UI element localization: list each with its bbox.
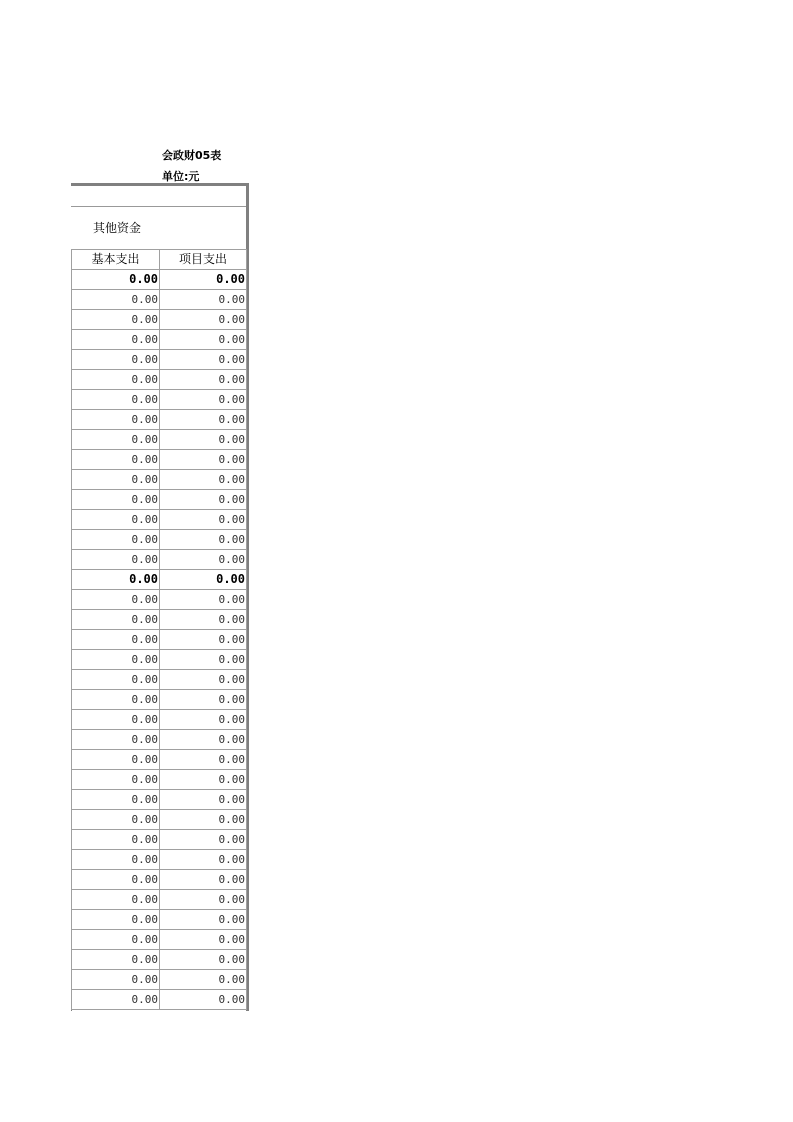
cell-basic-expenditure[interactable]: 0.00 bbox=[72, 890, 160, 910]
cell-project-expenditure[interactable]: 0.00 bbox=[160, 330, 247, 350]
cell-project-expenditure[interactable]: 0.00 bbox=[160, 750, 247, 770]
cell-basic-expenditure[interactable]: 0.00 bbox=[72, 270, 160, 290]
report-sheet bbox=[71, 183, 249, 1011]
table-row bbox=[72, 650, 247, 670]
cell-basic-expenditure[interactable]: 0.00 bbox=[72, 790, 160, 810]
column-header-project: 项目支出 bbox=[160, 250, 247, 270]
cell-project-expenditure[interactable]: 0.00 bbox=[160, 410, 247, 430]
table-row bbox=[72, 450, 247, 470]
cell-basic-expenditure[interactable]: 0.00 bbox=[72, 290, 160, 310]
cell-basic-expenditure[interactable]: 0.00 bbox=[72, 330, 160, 350]
cell-basic-expenditure[interactable]: 0.00 bbox=[72, 630, 160, 650]
table-row bbox=[72, 630, 247, 650]
table-body bbox=[72, 270, 247, 1010]
cell-project-expenditure[interactable]: 0.00 bbox=[160, 670, 247, 690]
table-row bbox=[72, 710, 247, 730]
table-row bbox=[72, 490, 247, 510]
cell-basic-expenditure[interactable]: 0.00 bbox=[72, 450, 160, 470]
cell-project-expenditure[interactable]: 0.00 bbox=[160, 990, 247, 1010]
cell-project-expenditure[interactable]: 0.00 bbox=[160, 310, 247, 330]
cell-project-expenditure[interactable]: 0.00 bbox=[160, 910, 247, 930]
table-row bbox=[72, 890, 247, 910]
cell-basic-expenditure[interactable]: 0.00 bbox=[72, 410, 160, 430]
cell-project-expenditure[interactable]: 0.00 bbox=[160, 530, 247, 550]
table-row bbox=[72, 750, 247, 770]
table-row bbox=[72, 810, 247, 830]
table-row bbox=[72, 550, 247, 570]
cell-basic-expenditure[interactable]: 0.00 bbox=[72, 650, 160, 670]
cell-basic-expenditure[interactable]: 0.00 bbox=[72, 930, 160, 950]
cell-project-expenditure[interactable]: 0.00 bbox=[160, 770, 247, 790]
header-divider bbox=[71, 206, 246, 207]
cell-project-expenditure[interactable]: 0.00 bbox=[160, 570, 247, 590]
cell-project-expenditure[interactable]: 0.00 bbox=[160, 350, 247, 370]
table-row bbox=[72, 410, 247, 430]
cell-basic-expenditure[interactable]: 0.00 bbox=[72, 510, 160, 530]
table-row bbox=[72, 330, 247, 350]
table-row bbox=[72, 510, 247, 530]
cell-project-expenditure[interactable]: 0.00 bbox=[160, 710, 247, 730]
cell-project-expenditure[interactable]: 0.00 bbox=[160, 850, 247, 870]
table-row bbox=[72, 770, 247, 790]
cell-basic-expenditure[interactable]: 0.00 bbox=[72, 750, 160, 770]
cell-basic-expenditure[interactable]: 0.00 bbox=[72, 730, 160, 750]
cell-project-expenditure[interactable]: 0.00 bbox=[160, 370, 247, 390]
cell-project-expenditure[interactable]: 0.00 bbox=[160, 610, 247, 630]
expenditure-table bbox=[71, 249, 247, 1010]
cell-project-expenditure[interactable]: 0.00 bbox=[160, 950, 247, 970]
cell-basic-expenditure[interactable]: 0.00 bbox=[72, 530, 160, 550]
cell-project-expenditure[interactable]: 0.00 bbox=[160, 490, 247, 510]
table-row bbox=[72, 390, 247, 410]
cell-basic-expenditure[interactable]: 0.00 bbox=[72, 370, 160, 390]
cell-project-expenditure[interactable]: 0.00 bbox=[160, 930, 247, 950]
cell-project-expenditure[interactable]: 0.00 bbox=[160, 290, 247, 310]
cell-project-expenditure[interactable]: 0.00 bbox=[160, 450, 247, 470]
table-row bbox=[72, 570, 247, 590]
cell-project-expenditure[interactable]: 0.00 bbox=[160, 650, 247, 670]
cell-basic-expenditure[interactable]: 0.00 bbox=[72, 470, 160, 490]
cell-basic-expenditure[interactable]: 0.00 bbox=[72, 570, 160, 590]
cell-basic-expenditure[interactable]: 0.00 bbox=[72, 950, 160, 970]
cell-project-expenditure[interactable]: 0.00 bbox=[160, 970, 247, 990]
table-row bbox=[72, 730, 247, 750]
cell-project-expenditure[interactable]: 0.00 bbox=[160, 830, 247, 850]
table-row bbox=[72, 350, 247, 370]
table-row bbox=[72, 790, 247, 810]
table-row bbox=[72, 310, 247, 330]
table-row bbox=[72, 950, 247, 970]
cell-basic-expenditure[interactable]: 0.00 bbox=[72, 550, 160, 570]
cell-basic-expenditure[interactable]: 0.00 bbox=[72, 990, 160, 1010]
cell-project-expenditure[interactable]: 0.00 bbox=[160, 870, 247, 890]
cell-basic-expenditure[interactable]: 0.00 bbox=[72, 430, 160, 450]
cell-basic-expenditure[interactable]: 0.00 bbox=[72, 770, 160, 790]
cell-project-expenditure[interactable]: 0.00 bbox=[160, 390, 247, 410]
cell-basic-expenditure[interactable]: 0.00 bbox=[72, 870, 160, 890]
cell-project-expenditure[interactable]: 0.00 bbox=[160, 630, 247, 650]
table-row bbox=[72, 910, 247, 930]
cell-project-expenditure[interactable]: 0.00 bbox=[160, 590, 247, 610]
cell-project-expenditure[interactable]: 0.00 bbox=[160, 890, 247, 910]
table-row bbox=[72, 610, 247, 630]
cell-basic-expenditure[interactable]: 0.00 bbox=[72, 810, 160, 830]
table-row bbox=[72, 430, 247, 450]
cell-basic-expenditure[interactable]: 0.00 bbox=[72, 610, 160, 630]
cell-basic-expenditure[interactable]: 0.00 bbox=[72, 970, 160, 990]
table-row bbox=[72, 870, 247, 890]
cell-project-expenditure[interactable]: 0.00 bbox=[160, 550, 247, 570]
table-row bbox=[72, 830, 247, 850]
table-row bbox=[72, 670, 247, 690]
cell-project-expenditure[interactable]: 0.00 bbox=[160, 270, 247, 290]
table-row bbox=[72, 970, 247, 990]
table-row bbox=[72, 530, 247, 550]
cell-project-expenditure[interactable]: 0.00 bbox=[160, 510, 247, 530]
table-header-row bbox=[72, 250, 247, 270]
table-row bbox=[72, 930, 247, 950]
table-row bbox=[72, 690, 247, 710]
table-row bbox=[72, 270, 247, 290]
cell-basic-expenditure[interactable]: 0.00 bbox=[72, 710, 160, 730]
cell-basic-expenditure[interactable]: 0.00 bbox=[72, 310, 160, 330]
form-code: 会政财05表 bbox=[162, 149, 222, 162]
cell-project-expenditure[interactable]: 0.00 bbox=[160, 470, 247, 490]
top-border bbox=[71, 183, 246, 186]
cell-project-expenditure[interactable]: 0.00 bbox=[160, 790, 247, 810]
table-row bbox=[72, 290, 247, 310]
cell-basic-expenditure[interactable]: 0.00 bbox=[72, 850, 160, 870]
cell-basic-expenditure[interactable]: 0.00 bbox=[72, 830, 160, 850]
cell-basic-expenditure[interactable]: 0.00 bbox=[72, 350, 160, 370]
table-row bbox=[72, 990, 247, 1010]
cell-basic-expenditure[interactable]: 0.00 bbox=[72, 690, 160, 710]
cell-basic-expenditure[interactable]: 0.00 bbox=[72, 910, 160, 930]
cell-project-expenditure[interactable]: 0.00 bbox=[160, 730, 247, 750]
table-row bbox=[72, 850, 247, 870]
cell-basic-expenditure[interactable]: 0.00 bbox=[72, 670, 160, 690]
unit-label: 单位:元 bbox=[162, 170, 200, 183]
cell-basic-expenditure[interactable]: 0.00 bbox=[72, 390, 160, 410]
table-row bbox=[72, 370, 247, 390]
table-row bbox=[72, 590, 247, 610]
cell-basic-expenditure[interactable]: 0.00 bbox=[72, 590, 160, 610]
table-row bbox=[72, 470, 247, 490]
cell-project-expenditure[interactable]: 0.00 bbox=[160, 430, 247, 450]
cell-basic-expenditure[interactable]: 0.00 bbox=[72, 490, 160, 510]
column-header-basic: 基本支出 bbox=[72, 250, 160, 270]
cell-project-expenditure[interactable]: 0.00 bbox=[160, 810, 247, 830]
cell-project-expenditure[interactable]: 0.00 bbox=[160, 690, 247, 710]
fund-group-label: 其他资金 bbox=[93, 221, 142, 235]
